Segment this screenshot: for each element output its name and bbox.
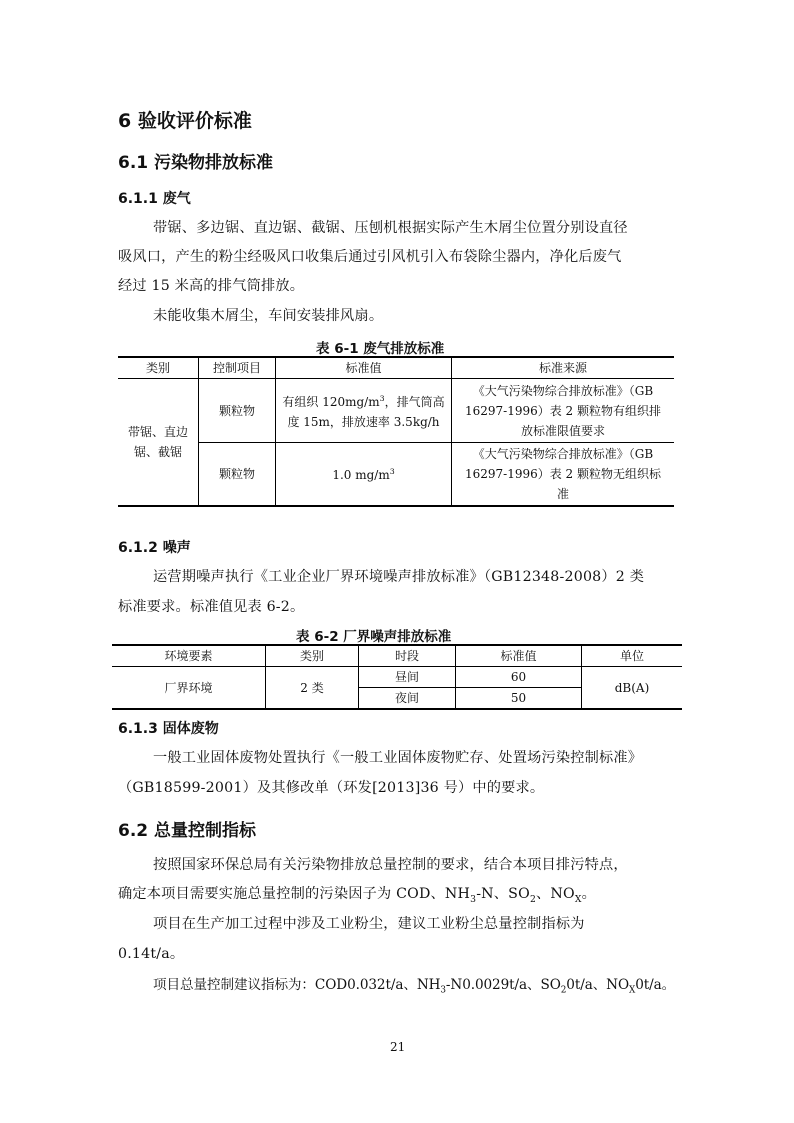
table-6-2-header: 单位 bbox=[582, 645, 683, 667]
table-6-2-header: 类别 bbox=[266, 645, 359, 667]
heading-6-1-3: 6.1.3 固体废物 bbox=[118, 721, 219, 737]
item-cell: 颗粒物 bbox=[199, 379, 276, 443]
total-control-p1-line2: 确定本项目需要实施总量控制的污染因子为 COD、$NH_3-N$、$SO_2$、$NO_X$。 bbox=[118, 886, 597, 905]
heading-6: 6 验收评价标准 bbox=[118, 110, 252, 132]
category-cell: 2 类 bbox=[266, 667, 359, 710]
heading-6-1-2: 6.1.2 噪声 bbox=[118, 540, 191, 556]
value-cell: 有组织 $120mg/m^3$，排气筒高度 15m，排放速率 3.5kg/h bbox=[276, 379, 452, 443]
table-6-2 bbox=[112, 644, 682, 710]
table-row bbox=[118, 443, 674, 506]
total-control-p2-line1: 项目在生产加工过程中涉及工业粉尘，建议工业粉尘总量控制指标为 bbox=[153, 916, 585, 932]
waste-gas-para1-line1: 带锯、多边锯、直边锯、截锯、压刨机根据实际产生木屑尘位置分别设直径 bbox=[153, 220, 628, 236]
heading-6-1-1: 6.1.1 废气 bbox=[118, 191, 191, 207]
heading-6-2: 6.2 总量控制指标 bbox=[118, 821, 257, 841]
value-cell: 1.0 $mg/m^3$ bbox=[276, 443, 452, 506]
table-6-1-header: 标准来源 bbox=[452, 357, 675, 379]
table-row bbox=[118, 379, 674, 443]
waste-gas-para1-line3: 经过 15 米高的排气筒排放。 bbox=[118, 278, 305, 294]
total-control-p1-line1: 按照国家环保总局有关污染物排放总量控制的要求，结合本项目排污特点， bbox=[153, 857, 628, 873]
total-control-p2-line2: 0.14t/a。 bbox=[118, 946, 185, 962]
table-6-2-header: 标准值 bbox=[456, 645, 582, 667]
value-cell: 50 bbox=[456, 688, 582, 710]
solid-waste-line1: 一般工业固体废物处置执行《一般工业固体废物贮存、处置场污染控制标准》 bbox=[153, 750, 643, 766]
noise-line2: 标准要求。标准值见表 6-2。 bbox=[118, 599, 305, 615]
page-number: 21 bbox=[390, 1040, 406, 1054]
element-cell: 厂界环境 bbox=[112, 667, 266, 710]
waste-gas-para1-line2: 吸风口，产生的粉尘经吸风口收集后通过引风机引入布袋除尘器内，净化后废气 bbox=[118, 249, 622, 265]
total-control-p3: 项目总量控制建议指标为：COD0.032t/a、$NH_3-N0.0029t/a$、$SO_20t/a$、$NO_X0t/a$。 bbox=[153, 977, 676, 996]
source-cell: 《大气污染物综合排放标准》（GB 16297-1996）表 2 颗粒物无组织标准 bbox=[452, 443, 675, 506]
table-6-2-header: 环境要素 bbox=[112, 645, 266, 667]
category-cell: 带锯、直边锯、截锯 bbox=[118, 379, 199, 506]
source-cell: 《大气污染物综合排放标准》（GB 16297-1996）表 2 颗粒物有组织排放标准限值要求 bbox=[452, 379, 675, 443]
table-6-1 bbox=[118, 356, 674, 507]
heading-6-1: 6.1 污染物排放标准 bbox=[118, 153, 274, 173]
solid-waste-line2: （GB18599-2001）及其修改单（环发[2013]36 号）中的要求。 bbox=[118, 780, 545, 796]
period-cell: 昼间 bbox=[359, 667, 456, 688]
noise-line1: 运营期噪声执行《工业企业厂界环境噪声排放标准》（GB12348-2008）2 类 bbox=[153, 569, 645, 585]
unit-cell: dB(A) bbox=[582, 667, 683, 710]
table-row bbox=[112, 667, 682, 688]
table-6-1-header: 类别 bbox=[118, 357, 199, 379]
table-6-1-caption: 表 6-1 废气排放标准 bbox=[316, 341, 445, 357]
table-6-1-header: 控制项目 bbox=[199, 357, 276, 379]
waste-gas-para2: 未能收集木屑尘，车间安装排风扇。 bbox=[153, 308, 384, 324]
table-6-1-header: 标准值 bbox=[276, 357, 452, 379]
value-cell: 60 bbox=[456, 667, 582, 688]
period-cell: 夜间 bbox=[359, 688, 456, 710]
item-cell: 颗粒物 bbox=[199, 443, 276, 506]
table-6-2-caption: 表 6-2 厂界噪声排放标准 bbox=[296, 629, 452, 645]
table-6-2-header: 时段 bbox=[359, 645, 456, 667]
